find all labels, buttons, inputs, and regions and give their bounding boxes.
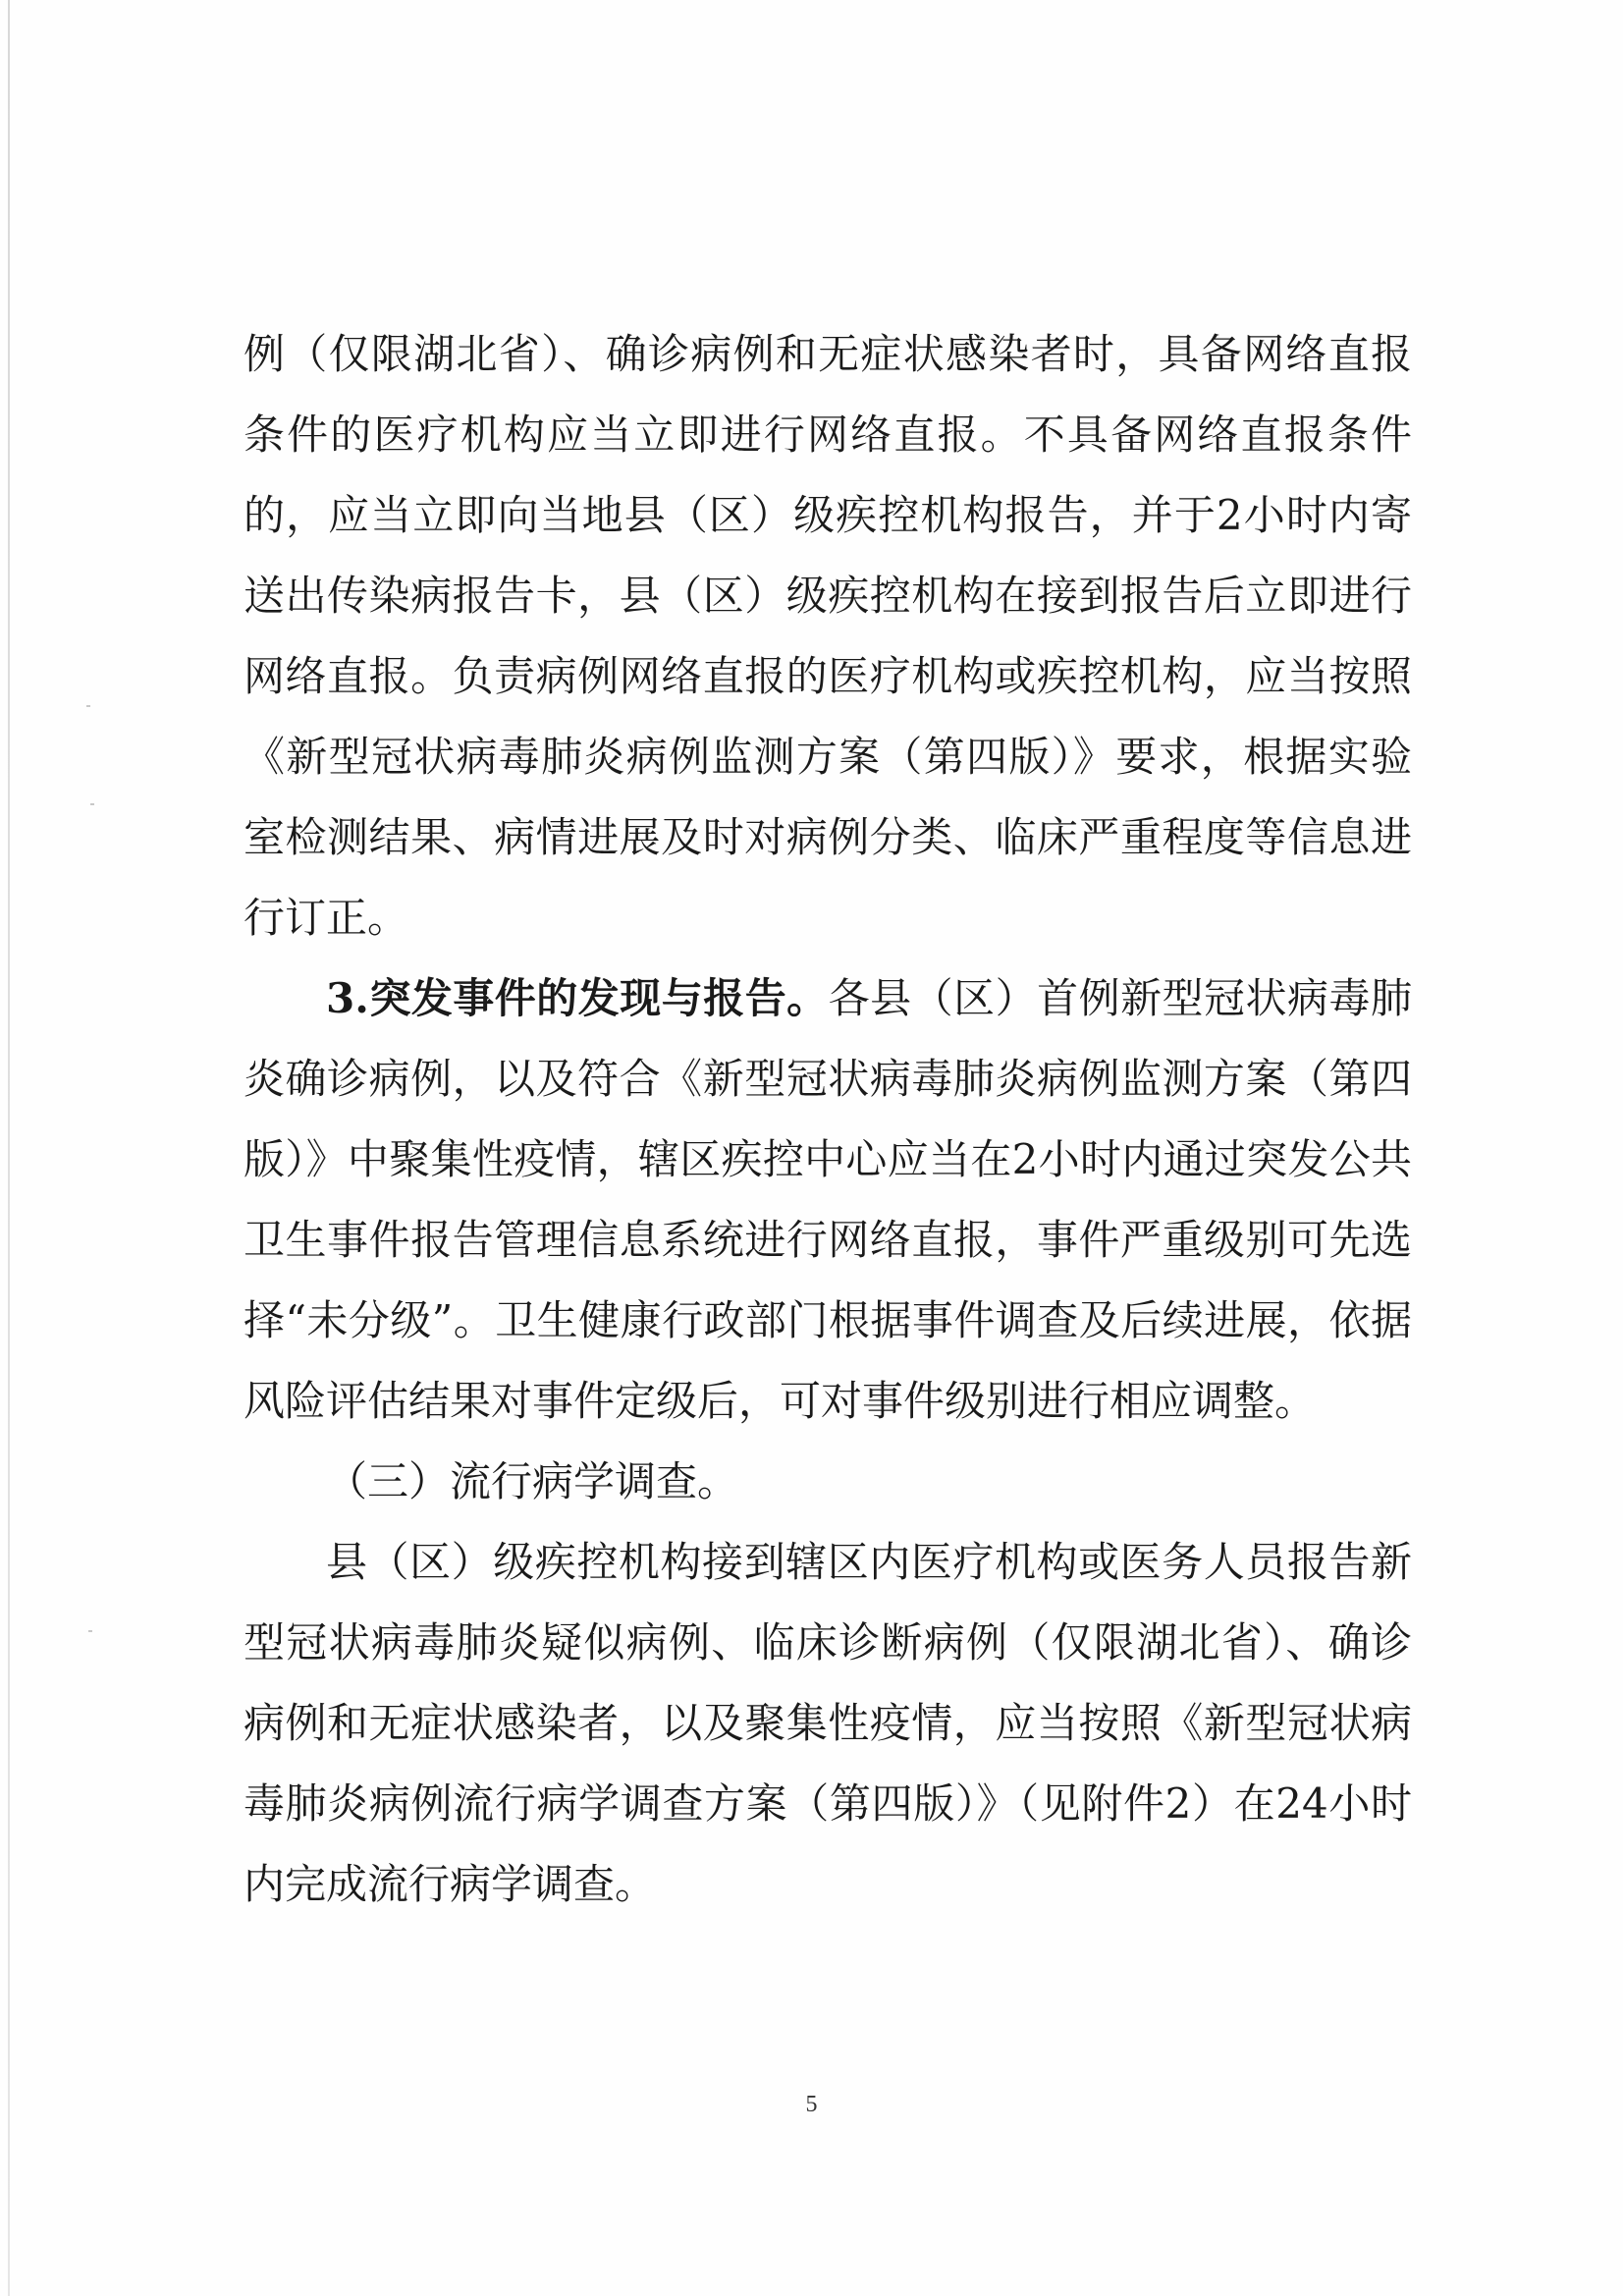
paragraph-reporting-continued: 例（仅限湖北省）、确诊病例和无症状感染者时，具备网络直报条件的医疗机构应当立即进行网络直报。不具备网络直报条件的，应当立即向当地县（区）级疾控机构报告，并于2小时内寄送出传染病报告卡，县（区）级疾控机构在接到报告后立即进行网络直报。负责病例网络直报的医疗机构或疾控机构，应当按照《新型冠状病毒肺炎病例监测方案（第四版）》要求，根据实验室检测结果、病情进展及时对病例分类、临床严重程度等信息进行订正。	[243, 330, 1412, 942]
scan-speck	[88, 1630, 92, 1632]
paragraph-epidemiological-investigation: 县（区）级疾控机构接到辖区内医疗机构或医务人员报告新型冠状病毒肺炎疑似病例、临床诊断病例（仅限湖北省）、确诊病例和无症状感染者，以及聚集性疫情，应当按照《新型冠状病毒肺炎病例流行病学调查方案（第四版）》（见附件2）在24小时内完成流行病学调查。	[243, 1538, 1412, 1908]
document-body	[243, 314, 1412, 1925]
scan-speck	[86, 705, 90, 707]
scan-speck	[90, 803, 94, 805]
paragraph-lead-emergency: 3.突发事件的发现与报告。	[326, 974, 829, 1022]
paragraph-emergency-body: 各县（区）首例新型冠状病毒肺炎确诊病例，以及符合《新型冠状病毒肺炎病例监测方案（第四版）》中聚集性疫情，辖区疾控中心应当在2小时内通过突发公共卫生事件报告管理信息系统进行网络直报，事件严重级别可先选择“未分级”。卫生健康行政部门根据事件调查及后续进展，依据风险评估结果对事件定级后，可对事件级别进行相应调整。	[243, 974, 1412, 1425]
page-number: 5	[805, 2092, 818, 2117]
section-heading-epidemiological-investigation: （三）流行病学调查。	[326, 1457, 739, 1505]
scan-edge	[8, 0, 10, 2296]
paragraph-emergency-reporting	[243, 958, 1412, 1442]
